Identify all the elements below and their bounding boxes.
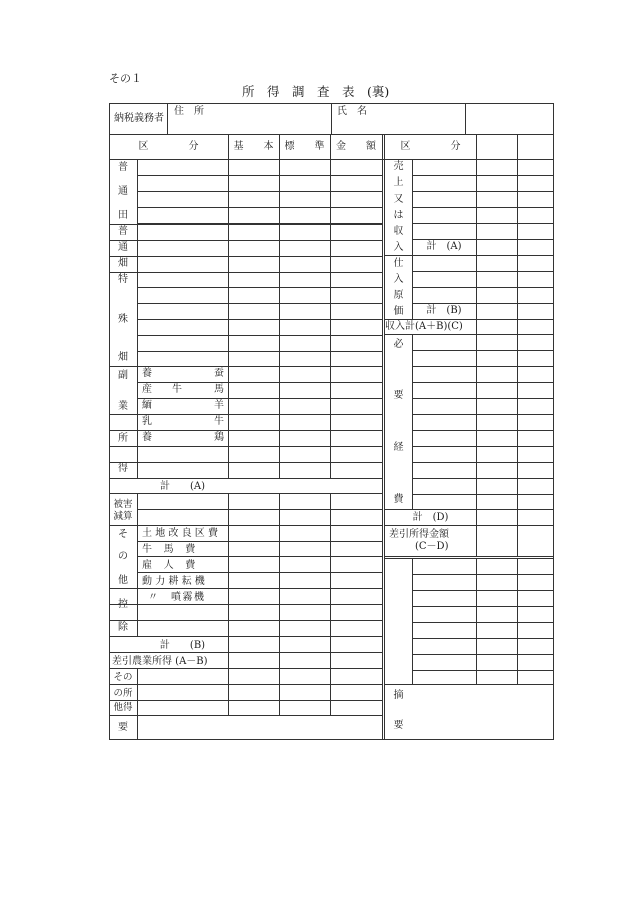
grid-line	[412, 590, 553, 591]
label-fukugyou-4: 得	[118, 463, 128, 474]
grid-line	[109, 240, 382, 241]
fukugyou-item-5: 養 鶏	[142, 432, 224, 443]
cost-3: 原	[393, 290, 404, 301]
grid-line	[109, 446, 382, 447]
grid-line	[412, 207, 553, 208]
address-label: 住 所	[174, 106, 204, 117]
name-label: 氏 名	[337, 106, 367, 117]
grid-line	[109, 462, 382, 463]
grid-line	[109, 366, 382, 367]
grid-line	[412, 622, 553, 623]
grid-line	[137, 509, 382, 510]
label-futsuu-ta-3: 田	[118, 210, 128, 221]
grid-line	[109, 636, 382, 637]
grid-line	[137, 556, 382, 557]
label-fukugyou-1: 副	[118, 370, 128, 381]
grid-line	[412, 239, 553, 240]
sales-5: 収	[393, 226, 404, 237]
fukugyou-item-2: 産 牛 馬	[142, 384, 224, 395]
fukugyou-item-4: 乳 牛	[142, 416, 224, 427]
sales-4: は	[393, 210, 404, 221]
net-income-label: 差引所得金額	[389, 529, 449, 540]
expenses-1: 必	[393, 339, 404, 350]
income-total-c: 収入計(A＋B)(C)	[385, 321, 463, 332]
label-futsuu-hata-3: 畑	[118, 258, 128, 269]
summary-label: 要	[118, 722, 128, 733]
left-total-b: 計 (B)	[159, 640, 206, 651]
label-tokushu-3: 畑	[118, 352, 128, 363]
right-total-d: 計 (D)	[412, 512, 449, 523]
net-income-formula: (C－D)	[415, 541, 449, 552]
grid-line	[109, 684, 382, 685]
taxpayer-label: 納税義務者	[114, 113, 164, 124]
label-fukugyou-3: 所	[118, 433, 128, 444]
label-fukugyou-2: 業	[118, 401, 128, 412]
grid-line	[384, 509, 553, 510]
grid-line	[412, 494, 553, 495]
right-kubun-header: 区 分	[400, 141, 461, 152]
higai-label-2: 減算	[113, 511, 133, 522]
grid-line	[137, 335, 382, 336]
grid-line	[137, 382, 382, 383]
expenses-2: 要	[393, 390, 404, 401]
label-sonota-2: の	[118, 551, 128, 562]
grid-line	[412, 271, 553, 272]
expenses-3: 経	[393, 442, 404, 453]
label-futsuu-ta-2: 通	[118, 186, 128, 197]
label-sonota-3: 他	[118, 575, 128, 586]
grid-line	[109, 620, 382, 621]
grid-line	[109, 700, 382, 701]
grid-line	[412, 638, 553, 639]
grid-line	[412, 430, 553, 431]
higai-label-1: 被害	[113, 499, 133, 510]
label-tokushu-2: 殊	[118, 314, 128, 325]
grid-line	[109, 493, 382, 494]
grid-line	[137, 541, 382, 542]
cost-2: 入	[393, 274, 404, 285]
grid-line	[137, 303, 382, 304]
remarks-2: 要	[393, 720, 404, 731]
grid-line	[412, 175, 553, 176]
grid-line	[137, 398, 382, 399]
cost-1: 仕	[393, 258, 404, 269]
grid-line	[137, 287, 382, 288]
label-tokushu-1: 特	[118, 274, 128, 285]
sales-3: 又	[393, 194, 404, 205]
grid-line	[109, 668, 382, 669]
grid-line	[109, 652, 382, 653]
label-futsuu-ta-1: 普	[118, 162, 128, 173]
grid-line	[109, 256, 382, 257]
net-farm-income-label: 差引農業所得 (A－B)	[112, 656, 208, 667]
label-sonota-1: そ	[118, 529, 128, 540]
grid-line	[137, 175, 382, 176]
koujo-item-4: 動力耕耘機	[142, 576, 208, 587]
grid-line	[412, 606, 553, 607]
koujo-item-5: 〃 噴霧機	[148, 592, 206, 603]
grid-line	[109, 414, 382, 415]
cost-4: 価	[393, 306, 404, 317]
other-income-3: 他得	[113, 702, 133, 713]
grid-line	[412, 191, 553, 192]
grid-line	[412, 574, 553, 575]
grid-line	[412, 398, 553, 399]
grid-line	[412, 366, 553, 367]
expenses-4: 費	[393, 494, 404, 505]
kingaku-header: 金 額	[336, 141, 376, 152]
grid-line	[412, 478, 553, 479]
fukugyou-item-3: 緬 羊	[142, 400, 224, 411]
grid-line	[137, 191, 382, 192]
grid-line	[412, 350, 553, 351]
grid-line	[137, 351, 382, 352]
grid-line	[412, 223, 553, 224]
grid-line	[137, 572, 382, 573]
grid-line	[384, 525, 553, 526]
grid-line	[412, 303, 553, 304]
kihon-header: 基 本	[233, 141, 274, 152]
grid-line	[412, 654, 553, 655]
grid-line	[109, 588, 382, 589]
grid-line	[384, 334, 553, 335]
label-sonota-4: 控	[118, 599, 128, 610]
grid-line	[109, 224, 382, 225]
page-title: 所 得 調 査 表 (裏)	[242, 84, 390, 99]
grid-line	[109, 272, 382, 273]
koujo-item-1: 土地改良区費	[142, 528, 222, 539]
label-futsuu-hata-2: 通	[118, 242, 128, 253]
grid-line	[412, 446, 553, 447]
grid-line	[109, 715, 382, 716]
sales-6: 入	[393, 242, 404, 253]
grid-line	[412, 287, 553, 288]
label-futsuu-hata-1: 普	[118, 226, 128, 237]
grid-line	[109, 525, 382, 526]
grid-line	[109, 604, 382, 605]
grid-line	[412, 670, 553, 671]
koujo-item-2: 牛 馬 費	[142, 544, 196, 555]
fukugyou-item-1: 養 蚕	[142, 368, 224, 379]
left-kubun-header: 区 分	[138, 141, 199, 152]
grid-line	[412, 462, 553, 463]
koujo-item-3: 雇 人 費	[142, 560, 196, 571]
other-income-1: その	[113, 672, 133, 683]
grid-line	[412, 382, 553, 383]
left-total-a: 計 (A)	[159, 481, 206, 492]
remarks-1: 摘	[393, 690, 404, 701]
grid-line	[384, 319, 553, 320]
sales-1: 売	[393, 161, 404, 172]
grid-line	[137, 319, 382, 320]
grid-line	[384, 255, 553, 256]
right-total-a: 計 (A)	[426, 241, 462, 252]
grid-line	[109, 430, 382, 431]
grid-line	[412, 414, 553, 415]
grid-line	[137, 207, 382, 208]
label-sonota-5: 除	[118, 622, 128, 633]
sales-2: 上	[393, 177, 404, 188]
right-total-b: 計 (B)	[426, 305, 462, 316]
form-number: その１	[109, 72, 142, 85]
other-income-2: の所	[113, 688, 133, 699]
hyojun-header: 標 準	[284, 141, 325, 152]
grid-line	[109, 478, 382, 479]
